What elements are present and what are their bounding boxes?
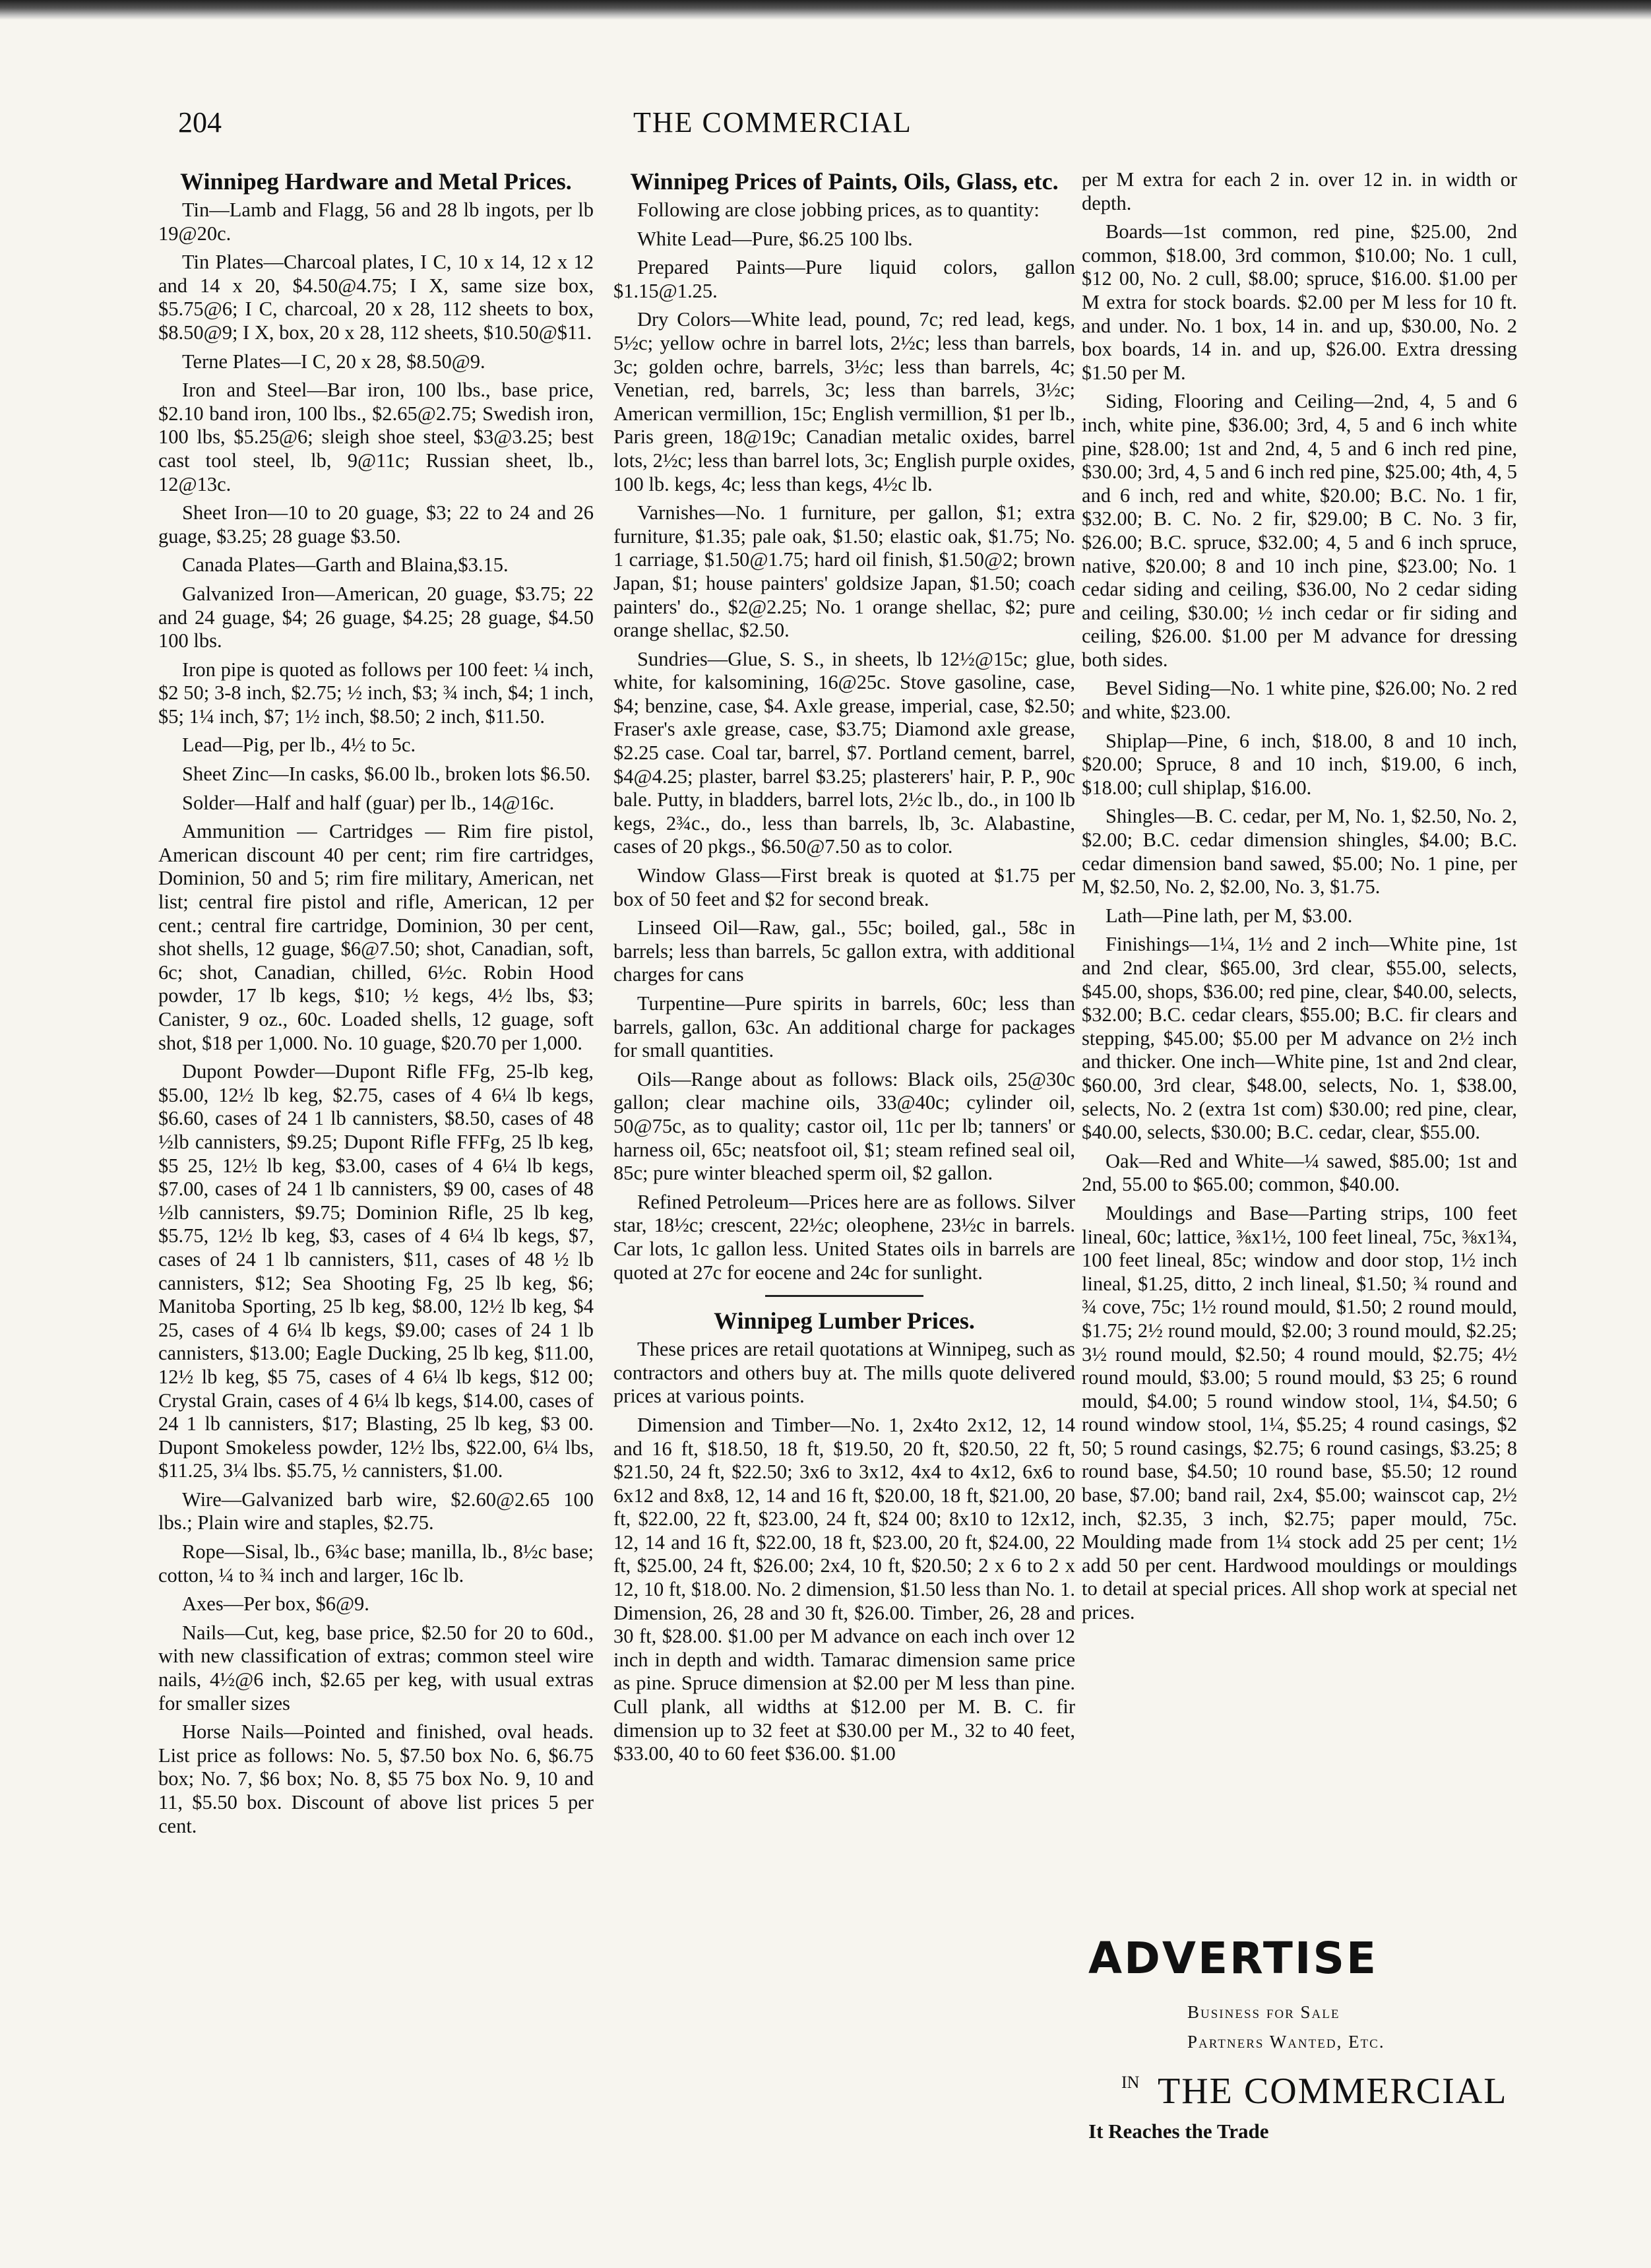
price-paragraph: Dimension and Timber—No. 1, 2x4to 2x12, 12, 14 and 16 ft, $18.50, 18 ft, $19.50, 20 ft, $20.50, 22 ft, $21.50, 24 ft, $22.50; 3x6 to 3x12, 4x4 to 4x12, 6x6 to 6x12 and 8x8, 12, 14 and 16 ft, $20.00, 18 ft, $21.00, 20 ft, $22.00, 22 ft, $23.00, 24 ft, $24 00; 8x10 to 12x12, 12, 14 and 16 ft, $22.00, 18 ft, $23.00, 20 ft, $24.00, 22 ft, $25.00, 24 ft, $26.00; 2x4, 10 ft, $20.50; 2 x 6 to 2 x 12, 10 ft, $18.00. No. 2 dimension, $1.50 less than No. 1. Dimension, 26, 28 and 30 ft, $26.00. Timber, 26, 28 and 30 ft, $28.00. $1.00 per M advance on each inch over 12 inch in depth and width. Tamarac dimension same price as pine. Spruce dimension at $2.00 per M less than pine. Cull plank, all widths at $12.00 per M. B. C. fir dimension up to 32 feet at $30.00 per M., 32 to 40 feet, $33.00, 40 to 60 feet $36.00. $1.00 <box>613 1413 1075 1765</box>
ad-line-partners: Partners Wanted, Etc. <box>1187 2032 1385 2052</box>
ad-heading: ADVERTISE <box>1088 1933 1379 1984</box>
price-paragraph: Solder—Half and half (guar) per lb., 14@16c. <box>182 791 555 814</box>
price-paragraph: Dupont Powder—Dupont Rifle FFg, 25-lb keg, $5.00, 12½ lb keg, $2.75, cases of 4 6¼ lb kegs, $6.60, cases of 24 1 lb cannisters, $8.50, cases of 48 ½lb cannisters, $9.25; Dupont Rifle FFFg, 25 lb keg, $5 25, 12½ lb keg, $3.00, cases of 4 6¼ lb kegs, $7.00, cases of 24 1 lb cannisters, $9 00, cases of 48 ½lb cannisters, $9.75; Dominion Rifle, 25 lb keg, $5.75, 12½ lb keg, $3, cases of 4 6¼ lb kegs, $7, cases of 24 1 lb cannisters, $11, cases of 48 ½ lb cannisters, $12; Sea Shooting Fg, 25 lb keg, $6; Manitoba Sporting, 25 lb keg, $8.00, 12½ lb keg, $4 25, cases of 4 6¼ lb kegs, $9.00; cases of 24 1 lb cannisters, $13.00; Eagle Ducking, 25 lb keg, $11.00, 12½ lb keg, $5 75, cases of 4 6¼ lb kegs, $12 00; Crystal Grain, cases of 4 6¼ lb kegs, $14.00, cases of 24 1 lb cannisters, $17; Blasting, 25 lb keg, $3 00. Dupont Smokeless powder, 12½ lbs, $22.00, 6¼ lbs, $11.25, 3¼ lbs. $5.75, ½ cannisters, $1.00. <box>158 1060 594 1482</box>
section-divider <box>765 1295 923 1297</box>
price-paragraph: Bevel Siding—No. 1 white pine, $26.00; No. 2 red and white, $23.00. <box>1082 677 1517 724</box>
price-paragraph: Wire—Galvanized barb wire, $2.60@2.65 100 lbs.; Plain wire and staples, $2.75. <box>158 1488 594 1534</box>
price-paragraph: Varnishes—No. 1 furniture, per gallon, $1; extra furniture, $1.35; pale oak, $1.50; elastic oak, $1.75; No. 1 carriage, $1.50@1.75; hard oil finish, $1.50@2; brown Japan, $1; house painters' goldsize Japan, $1.50; coach painters' do., $2@2.25; No. 1 orange shellac, $2; pure orange shellac, $2.50. <box>613 501 1075 642</box>
price-paragraph: Mouldings and Base—Parting strips, 100 feet lineal, 60c; lattice, ⅜x1½, 100 feet lineal, 75c, ⅜x1¾, 100 feet lineal, 85c; window and door stop, 1½ inch lineal, $1.25, ditto, 2 inch lineal, $1.50; ¾ round and ¾ cove, 75c; 1½ round mould, $1.50; 2 round mould, $1.75; 2½ round mould, $2.00; 3 round mould, $2.25; 3½ round mould, $2.50; 4 round mould, $2.75; 4½ round mould, $3.00; 5 round mould, $3 25; 6 round mould, $4.00; 5 round window stool, 1¼, $4.50; 6 round window stool, 1¼, $5.25; 4 round casings, $2 50; 5 round casings, $2.75; 6 round casings, $3.25; 8 round base, $4.50; 10 round base, $5.50; 12 round base, $7.00; band rail, 2x4, $5.00; wainscot cap, 2½ inch, $2.35, 3 inch, $2.75; paper mould, 75c. Moulding made from 1¼ stock add 25 per cent; 1½ add 50 per cent. Hardwood mouldings or mouldings to detail at special prices. All shop work at special net prices. <box>1082 1201 1517 1624</box>
price-paragraph: Tin Plates—Charcoal plates, I C, 10 x 14, 12 x 12 and 14 x 20, $4.50@4.75; I X, same size box, $5.75@6; I C, charcoal, 20 x 28, 112 sheets to box, $8.50@9; I X, box, 20 x 28, 112 sheets, $10.50@$11. <box>158 251 594 344</box>
price-paragraph: Turpentine—Pure spirits in barrels, 60c; less than barrels, gallon, 63c. An additional charge for packages for small quantities. <box>613 992 1075 1062</box>
page-number: 204 <box>178 106 222 139</box>
price-paragraph: Shingles—B. C. cedar, per M, No. 1, $2.50, No. 2, $2.00; B.C. cedar dimension shingles, $4.00; B.C. cedar dimension band sawed, $5.00; No. 1 pine, per M, $2.50, No. 2, $2.00, No. 3, $1.75. <box>1082 805 1517 898</box>
ad-tagline: It Reaches the Trade <box>1088 2120 1269 2143</box>
price-paragraph: Terne Plates—I C, 20 x 28, $8.50@9. <box>182 350 485 373</box>
column-paints-oils-lumber <box>613 168 1075 1771</box>
advertisement <box>1082 1933 1517 2151</box>
price-paragraph: Finishings—1¼, 1½ and 2 inch—White pine, 1st and 2nd clear, $65.00, 3rd clear, $55.00, selects, $45.00, shops, $36.00; red pine, clear, $40.00, selects, $32.00; B.C. cedar clears, $55.00; B.C. fir clears and stepping, $45.00; $5.00 per M advance on 2½ inch and thicker. One inch—White pine, 1st and 2nd clear, $60.00, 3rd clear, $48.00, selects, No. 1, $38.00, selects, No. 2 (extra 1st com) $30.00; red pine, clear, $40.00, selects, $30.00; B.C. cedar, clear, $55.00. <box>1082 933 1517 1144</box>
price-paragraph: Axes—Per box, $6@9. <box>182 1592 369 1616</box>
column-hardware-metal <box>158 168 594 1843</box>
paragraph-list <box>1082 168 1517 1625</box>
section-title-paints: Winnipeg Prices of Paints, Oils, Glass, etc. <box>630 168 1059 195</box>
price-paragraph: Sheet Iron—10 to 20 guage, $3; 22 to 24 and 26 guage, $3.25; 28 guage $3.50. <box>158 501 594 548</box>
journal-title: THE COMMERCIAL <box>633 106 912 139</box>
price-paragraph: Oak—Red and White—¼ sawed, $85.00; 1st and 2nd, 55.00 to $65.00; common, $40.00. <box>1082 1149 1517 1196</box>
price-paragraph: Galvanized Iron—American, 20 guage, $3.75; 22 and 24 guage, $4; 26 guage, $4.25; 28 guage, $4.50 100 lbs. <box>158 582 594 652</box>
price-paragraph: These prices are retail quotations at Winnipeg, such as contractors and others buy at. The mills quote delivered prices at various points. <box>613 1338 1075 1408</box>
paragraph-list <box>158 199 594 1838</box>
price-paragraph: White Lead—Pure, $6.25 100 lbs. <box>637 227 913 250</box>
column-lumber-continued <box>1082 168 1517 1630</box>
price-paragraph: Following are close jobbing prices, as to quantity: <box>637 199 1040 221</box>
price-paragraph: Horse Nails—Pointed and finished, oval heads. List price as follows: No. 5, $7.50 box No. 6, $6.75 box; No. 7, $6 box; No. 8, $5 75 box No. 9, 10 and 11, $5.50 box. Discount of above list prices 5 per cent. <box>158 1720 594 1837</box>
paragraph-list <box>613 1338 1075 1766</box>
price-paragraph: Window Glass—First break is quoted at $1.75 per box of 50 feet and $2 for second break. <box>613 864 1075 910</box>
price-paragraph: Canada Plates—Garth and Blaina,$3.15. <box>182 553 509 577</box>
price-paragraph: Lead—Pig, per lb., 4½ to 5c. <box>182 734 416 757</box>
price-paragraph: Dry Colors—White lead, pound, 7c; red lead, kegs, 5½c; yellow ochre in barrel lots, 2½c; less than barrels, 3c; golden ochre, barrels, 3½c; less than barrels, 4c; Venetian, red, barrels, 3c; less than barrels, 3½c; American vermillion, 15c; English vermillion, $1 per lb., Paris green, 18@19c; Canadian metalic oxides, barrel lots, 2½c; less than barrel lots, 3c; English purple oxides, 100 lb. kegs, 4c; less than kegs, 4½c lb. <box>613 308 1075 495</box>
price-paragraph: Iron and Steel—Bar iron, 100 lbs., base price, $2.10 band iron, 100 lbs., $2.65@2.75; Swedish iron, 100 lbs, $5.25@6; sleigh shoe steel, $3@3.25; best cast tool steel, lb, 9@11c; Russian sheet, lb., 12@13c. <box>158 379 594 495</box>
price-paragraph: Siding, Flooring and Ceiling—2nd, 4, 5 and 6 inch, white pine, $36.00; 3rd, 4, 5 and 6 inch white pine, $28.00; 1st and 2nd, 4, 5 and 6 inch red pine, $30.00; 3rd, 4, 5 and 6 inch red pine, $25.00; 4th, 4, 5 and 6 inch, red and white, $20.00; B.C. No. 1 fir, $32.00; B. C. No. 2 fir, $29.00; B C. No. 3 fir, $26.00; B.C. spruce, $32.00; 4, 5 and 6 inch spruce, native, $20.00; 8 and 10 inch pine, $23.00; No. 1 cedar siding and ceiling, $36.00, No 2 cedar siding and ceiling, $30.00; ½ inch cedar or fir siding and ceiling, $26.00. $1.00 per M advance for dressing both sides. <box>1082 390 1517 671</box>
price-paragraph: Lath—Pine lath, per M, $3.00. <box>1106 904 1353 927</box>
price-paragraph: Nails—Cut, keg, base price, $2.50 for 20 to 60d., with new classification of extras; common steel wire nails, 4½@6 inch, $2.65 per keg, with usual extras for smaller sizes <box>158 1621 594 1715</box>
paragraph-list <box>613 199 1075 1284</box>
price-paragraph: Refined Petroleum—Prices here are as follows. Silver star, 18½c; crescent, 22½c; oleophene, 23½c in barrels. Car lots, 1c gallon less. United States oils in barrels are quoted at 27c for eocene and 24c for sunlight. <box>613 1190 1075 1284</box>
price-paragraph: per M extra for each 2 in. over 12 in. in width or depth. <box>1082 168 1517 214</box>
price-paragraph: Oils—Range about as follows: Black oils, 25@30c gallon; clear machine oils, 33@40c; cylinder oil, 50@75c, as to quality; castor oil, 11c per lb; tanners' or harness oil, 65c; neatsfoot oil, $1; steam refined seal oil, 85c; pure winter bleached sperm oil, $2 gallon. <box>613 1067 1075 1185</box>
price-paragraph: Boards—1st common, red pine, $25.00, 2nd common, $18.00, 3rd common, $10.00; No. 1 cull, $12 00, No. 2 cull, $8.00; spruce, $16.00. $1.00 per M extra for stock boards. $2.00 per M less for 10 ft. and under. No. 1 box, 14 in. and up, $30.00, No. 2 box boards, 14 in. and up, $26.00. Extra dressing $1.50 per M. <box>1082 220 1517 384</box>
price-paragraph: Prepared Paints—Pure liquid colors, gallon $1.15@1.25. <box>613 256 1075 302</box>
price-paragraph: Rope—Sisal, lb., 6¾c base; manilla, lb., 8½c base; cotton, ¼ to ¾ inch and larger, 16c lb. <box>158 1540 594 1587</box>
page-header <box>178 106 1497 145</box>
price-paragraph: Linseed Oil—Raw, gal., 55c; boiled, gal., 58c in barrels; less than barrels, 5c gallon extra, with additional charges for cans <box>613 916 1075 986</box>
section-title-lumber: Winnipeg Lumber Prices. <box>714 1307 975 1335</box>
price-paragraph: Tin—Lamb and Flagg, 56 and 28 lb ingots, per lb 19@20c. <box>158 199 594 245</box>
top-rule <box>0 0 1651 20</box>
price-paragraph: Sheet Zinc—In casks, $6.00 lb., broken lots $6.50. <box>182 763 591 786</box>
ad-in-label: IN <box>1121 2073 1140 2092</box>
ad-line-business: Business for Sale <box>1187 2002 1340 2022</box>
price-paragraph: Iron pipe is quoted as follows per 100 feet: ¼ inch, $2 50; 3-8 inch, $2.75; ½ inch, $3; ¾ inch, $4; 1 inch, $5; 1¼ inch, $7; 1½ inch, $8.50; 2 inch, $11.50. <box>158 658 594 728</box>
price-paragraph: Sundries—Glue, S. S., in sheets, lb 12½@15c; glue, white, for kalsomining, 16@25c. Stove gasoline, case, $4; benzine, case, $4. Axle grease, imperial, case, $2.50; Fraser's axle grease, case, $3.75; Diamond axle grease, $2.25 case. Coal tar, barrel, $7. Portland cement, barrel, $4@4.25; plaster, barrel $3.25; plasterers' hair, P. P., 90c bale. Putty, in bladders, barrel lots, 2½c lb., do., in 100 lb kegs, 2¾c., do., less than barrels, lb, 3c. Alabastine, cases of 20 pkgs., $6.50@7.50 as to color. <box>613 647 1075 858</box>
price-paragraph: Ammunition — Cartridges — Rim fire pistol, American discount 40 per cent; rim fire cartridges, Dominion, 50 and 5; rim fire military, American, net list; central fire pistol and rifle, American, 12 per cent.; central fire cartridge, Dominion, 30 per cent, shot shells, 12 guage, $6@7.50; shot, Canadian, soft, 6c; shot, Canadian, chilled, 6½c. Robin Hood powder, 17 lb kegs, $10; ½ kegs, 4½ lbs, $3; Canister, 9 oz., 60c. Loaded shells, 12 guage, soft shot, $18 per 1,000. No. 10 guage, $20.70 per 1,000. <box>158 820 594 1054</box>
price-paragraph: Shiplap—Pine, 6 inch, $18.00, 8 and 10 inch, $20.00; Spruce, 8 and 10 inch, $19.00, 6 inch, $18.00; cull shiplap, $16.00. <box>1082 729 1517 799</box>
ad-publication-name: THE COMMERCIAL <box>1158 2071 1508 2112</box>
section-title-hardware: Winnipeg Hardware and Metal Prices. <box>180 168 572 195</box>
